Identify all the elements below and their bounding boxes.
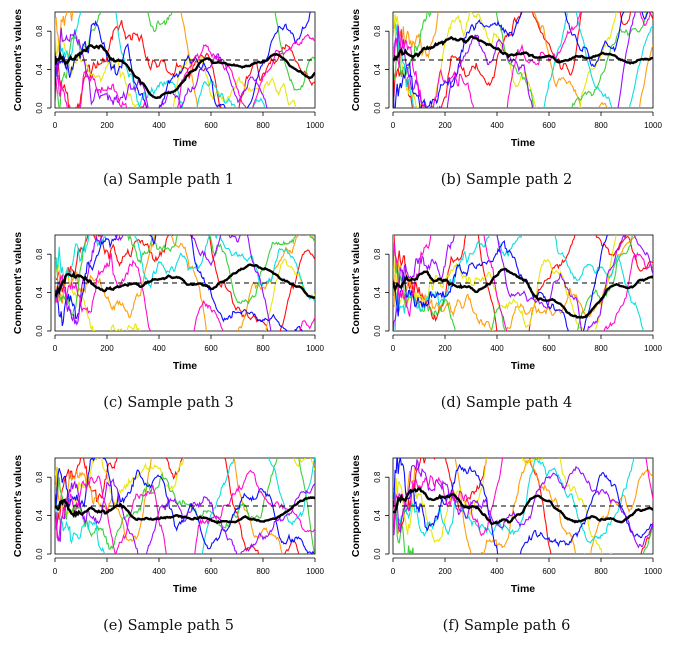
x-tick-label: 600 xyxy=(542,567,556,576)
x-tick-label: 0 xyxy=(52,121,58,130)
x-tick-label: 200 xyxy=(438,567,452,576)
y-tick-label: 0.8 xyxy=(373,248,382,260)
x-tick-label: 800 xyxy=(594,567,608,576)
x-tick-label: 0 xyxy=(390,344,396,353)
chart-panel-3 xyxy=(0,223,337,446)
y-axis-title: Component's values xyxy=(12,454,24,558)
x-tick-label: 400 xyxy=(152,344,166,353)
panel-caption: (a) Sample path 1 xyxy=(103,172,234,188)
chart-panel-6 xyxy=(338,446,675,669)
x-tick-label: 0 xyxy=(52,344,58,353)
y-tick-label: 0.8 xyxy=(35,248,44,260)
y-tick-label: 0.4 xyxy=(373,287,382,299)
x-axis-title: Time xyxy=(510,360,536,372)
x-tick-label: 600 xyxy=(204,344,218,353)
x-tick-label: 1000 xyxy=(306,344,324,353)
chart-svg xyxy=(338,446,675,626)
y-tick-label: 0.8 xyxy=(373,25,382,37)
x-axis-title: Time xyxy=(510,583,536,595)
x-tick-label: 400 xyxy=(490,344,504,353)
x-tick-label: 800 xyxy=(256,567,270,576)
y-axis-title: Component's values xyxy=(12,8,24,112)
x-tick-label: 200 xyxy=(100,567,114,576)
panel-caption: (e) Sample path 5 xyxy=(103,618,234,634)
x-tick-label: 200 xyxy=(100,121,114,130)
panel-caption: (d) Sample path 4 xyxy=(440,395,573,411)
x-tick-label: 400 xyxy=(152,567,166,576)
y-tick-label: 0.0 xyxy=(373,548,382,560)
x-tick-label: 600 xyxy=(204,567,218,576)
x-axis-title: Time xyxy=(172,137,198,149)
x-tick-label: 800 xyxy=(256,344,270,353)
y-tick-label: 0.0 xyxy=(373,325,382,337)
panel-caption: (b) Sample path 2 xyxy=(440,172,573,188)
x-tick-label: 1000 xyxy=(306,121,324,130)
x-tick-label: 600 xyxy=(542,344,556,353)
y-tick-label: 0.8 xyxy=(35,25,44,37)
y-axis-title: Component's values xyxy=(350,454,362,558)
y-tick-label: 0.0 xyxy=(35,325,44,337)
chart-panel-5 xyxy=(0,446,337,669)
panel-caption: (c) Sample path 3 xyxy=(103,395,234,411)
x-tick-label: 0 xyxy=(390,121,396,130)
x-tick-label: 0 xyxy=(390,567,396,576)
x-tick-label: 400 xyxy=(490,567,504,576)
y-tick-label: 0.0 xyxy=(373,102,382,114)
chart-panel-2 xyxy=(338,0,675,223)
y-tick-label: 0.0 xyxy=(35,548,44,560)
x-tick-label: 800 xyxy=(594,344,608,353)
y-axis-title: Component's values xyxy=(350,8,362,112)
x-tick-label: 600 xyxy=(204,121,218,130)
x-tick-label: 0 xyxy=(52,567,58,576)
x-tick-label: 1000 xyxy=(306,567,324,576)
x-tick-label: 800 xyxy=(594,121,608,130)
x-axis-title: Time xyxy=(172,583,198,595)
chart-panel-4 xyxy=(338,223,675,446)
y-tick-label: 0.4 xyxy=(35,510,44,522)
chart-svg xyxy=(0,223,337,403)
x-tick-label: 200 xyxy=(438,121,452,130)
chart-panel-1 xyxy=(0,0,337,223)
x-tick-label: 1000 xyxy=(644,567,662,576)
x-tick-label: 400 xyxy=(490,121,504,130)
x-tick-label: 200 xyxy=(100,344,114,353)
y-tick-label: 0.8 xyxy=(35,471,44,483)
x-axis-title: Time xyxy=(172,360,198,372)
x-tick-label: 200 xyxy=(438,344,452,353)
y-tick-label: 0.4 xyxy=(373,64,382,76)
x-tick-label: 1000 xyxy=(644,121,662,130)
y-tick-label: 0.0 xyxy=(35,102,44,114)
y-tick-label: 0.8 xyxy=(373,471,382,483)
y-axis-title: Component's values xyxy=(350,231,362,335)
x-tick-label: 400 xyxy=(152,121,166,130)
x-tick-label: 600 xyxy=(542,121,556,130)
chart-svg xyxy=(0,0,337,180)
x-tick-label: 1000 xyxy=(644,344,662,353)
x-axis-title: Time xyxy=(510,137,536,149)
panel-caption: (f) Sample path 6 xyxy=(442,618,571,634)
chart-svg xyxy=(338,0,675,180)
x-tick-label: 800 xyxy=(256,121,270,130)
chart-svg xyxy=(338,223,675,403)
y-tick-label: 0.4 xyxy=(373,510,382,522)
y-tick-label: 0.4 xyxy=(35,287,44,299)
y-tick-label: 0.4 xyxy=(35,64,44,76)
chart-svg xyxy=(0,446,337,626)
y-axis-title: Component's values xyxy=(12,231,24,335)
